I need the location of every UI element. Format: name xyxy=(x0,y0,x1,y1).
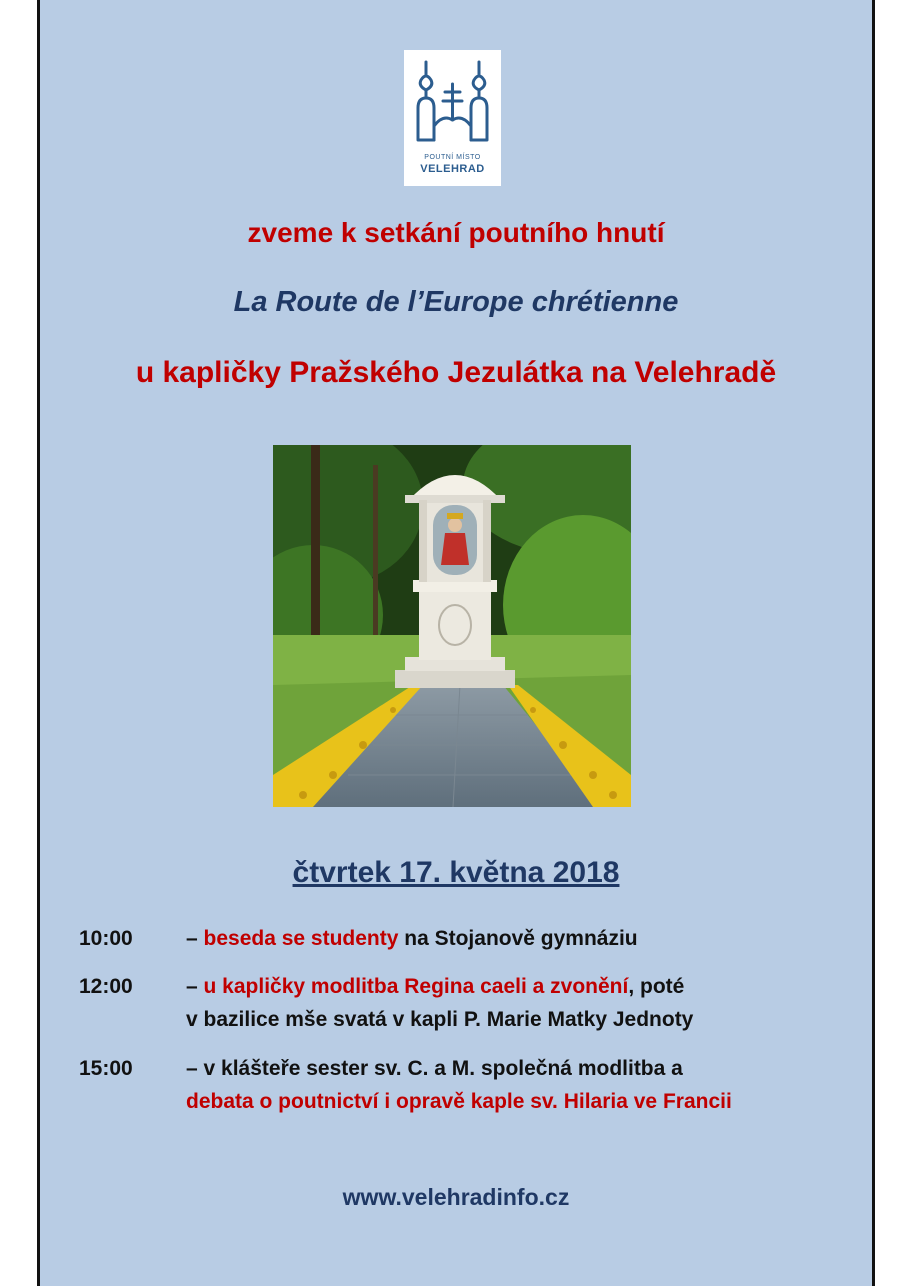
twin-towers-cross-icon xyxy=(412,60,493,152)
plain-text-line2: v bazilice mše svatá v kapli P. Marie Matky Jednoty xyxy=(186,1008,694,1031)
poster-page xyxy=(37,0,875,1286)
website-link[interactable]: www.velehradinfo.cz xyxy=(342,1184,570,1210)
schedule-description xyxy=(186,1052,732,1118)
schedule-time: 10:00 xyxy=(79,927,133,950)
logo-subtitle: POUTNÍ MÍSTO xyxy=(424,154,481,161)
dash: – xyxy=(186,927,204,950)
plain-text: – v klášteře sester sv. C. a M. společná modlitba a xyxy=(186,1057,683,1080)
logo-title: VELEHRAD xyxy=(420,163,485,175)
highlight-text: u kapličky modlitba Regina caeli a zvonění xyxy=(203,975,629,998)
schedule-description xyxy=(186,922,638,955)
dash: – xyxy=(186,975,204,998)
invitation-heading: zveme k setkání poutního hnutí xyxy=(247,217,665,248)
chapel-photo xyxy=(273,445,631,807)
event-date: čtvrtek 17. května 2018 xyxy=(292,856,620,889)
highlight-text: beseda se studenty xyxy=(203,927,399,950)
schedule-description xyxy=(186,970,693,1036)
movement-name: La Route de l’Europe chrétienne xyxy=(233,286,679,318)
location-heading: u kapličky Pražského Jezulátka na Velehradě xyxy=(135,356,777,389)
schedule-time: 15:00 xyxy=(79,1057,133,1080)
highlight-text: debata o poutnictví i opravě kaple sv. Hilaria ve Francii xyxy=(186,1090,732,1113)
velehrad-logo xyxy=(404,50,501,186)
schedule-time: 12:00 xyxy=(79,975,133,998)
plain-text: , poté xyxy=(628,975,685,998)
plain-text: na Stojanově gymnáziu xyxy=(398,927,638,950)
